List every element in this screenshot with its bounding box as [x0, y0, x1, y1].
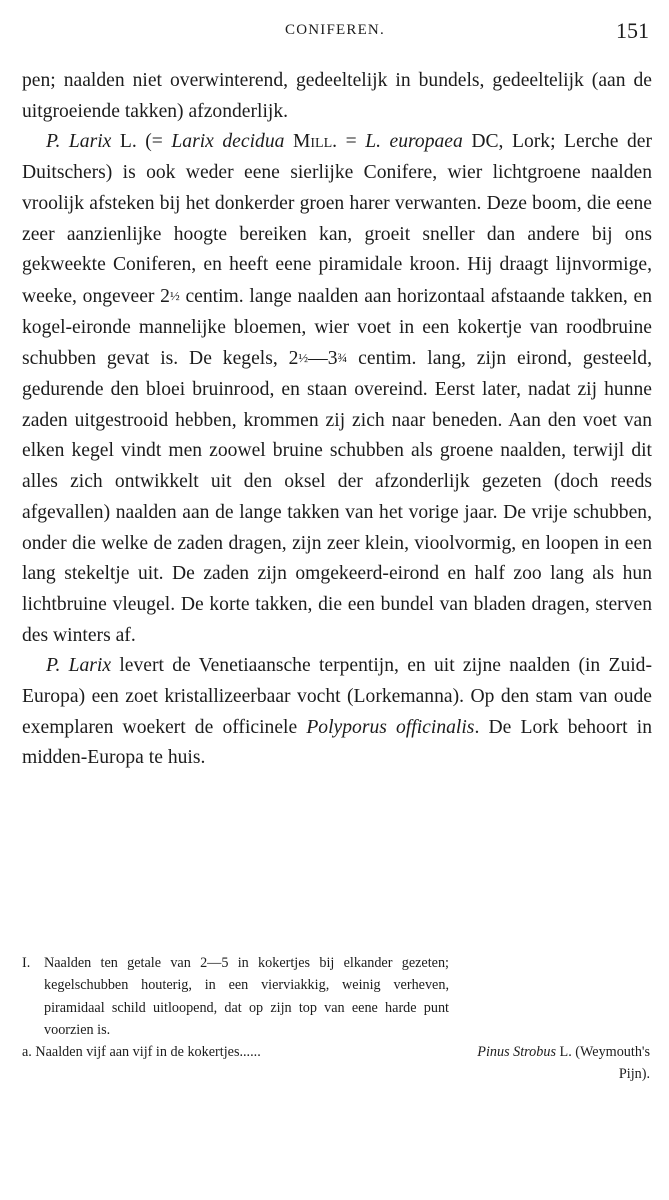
paragraph-text: Lork; Lerche der Duitschers) is ook weder eene sierlijke Conifere, wier lichtgroene naalden vroolijk afsteken bij het donkerder groen harer verwanten. Deze boom, die eene zeer aanzienlijke hoogte bereiken kan, groeit sneller dan andere bij ons gekweekte Coniferen, en heeft eene piramidale kroon. Hij draagt lijnvormige, weeke, ongeveer 2 [22, 131, 652, 307]
paragraph-text: centim. lang, zijn eirond, gesteeld, gedurende den bloei bruinrood, en staan overeind. Eerst later, nadat zij hunne zaden uitgestrooid hebben, krommen zij zich naar beneden. Aan den voet van elken kegel vindt men zoowel bruine schubben als groene naalden, terwijl dit alles zich ontwikkelt uit den oksel der afzonderlijk gezeten (doch reeds afgevallen) naalden aan de lange takken van het vorige jaar. De vrije schubben, onder die welke de zaden dragen, zijn zeer klein, vioolvormig, en loopen in een lang stekeltje uit. De zaden zijn omgekeerd-eirond en half zoo lang als hun lichtbruine vleugel. De korte takken, die een bundel van bladen dragen, sterven des winters af. [22, 348, 652, 646]
key-subentry-species [477, 1041, 650, 1063]
paragraph-text: centim. lange naalden aan horizontaal afstaande takken, en kogel-eironde mannelijke bloemen, wier voet in een kokertje van roodbruine schubben gevat is. De kegels, 2 [22, 285, 652, 370]
key-text: Naalden ten getale van 2—5 in kokertjes bij elkander gezeten; kegelschubben houterig, in een vierviakkig, weinig verheven, piramidaal schild uitloopend, dat op zijn top van eene harde punt voorzien is. [44, 955, 449, 1038]
key-number: I. [22, 955, 31, 971]
paragraph-text: pen; naalden niet overwinterend, gedeeltelijk in bundels, gedeeltelijk (aan de uitgroeiende takken) afzonderlijk. [22, 70, 652, 122]
author-abbrev: DC, [462, 131, 504, 153]
running-title: CONIFEREN. [285, 22, 385, 38]
synonym-name: L. europaea [365, 131, 463, 153]
author-abbrev: L. (= [111, 131, 172, 153]
running-head [0, 18, 669, 48]
key-subentry-line [22, 1041, 650, 1063]
paragraph-larix-uses [22, 651, 652, 774]
species-name: P. Larix [46, 131, 112, 153]
fraction: ½ [298, 350, 309, 366]
paragraph-larix [22, 127, 652, 651]
paragraph-text: . De Lork behoort in midden-Europa te huis. [22, 716, 652, 769]
equals-sign: = [337, 131, 366, 153]
species-name: Pinus Strobus [477, 1044, 556, 1061]
body-text [22, 66, 652, 774]
author-abbrev: L. (Weymouth's [555, 1044, 650, 1061]
page-number: 151 [616, 18, 649, 43]
fraction: ¾ [337, 350, 348, 366]
paragraph-text: levert de Venetiaansche terpentijn, en uit zijne naalden (in Zuid-Europa) een zoet kristallizeerbaar vocht (Lorkemanna). Op den stam van oude exemplaren woekert de officinele [22, 655, 653, 738]
synonym-name: Larix decidua [171, 131, 285, 153]
key-entry [22, 952, 652, 1041]
author-abbrev: Mill. [292, 131, 338, 153]
identification-key [22, 952, 652, 1086]
dash-range: —3 [308, 348, 338, 370]
key-subentry-end: Pijn). [618, 1066, 650, 1083]
fungus-name: Polyporus officinalis [306, 716, 475, 738]
key-subentry [22, 1041, 652, 1086]
key-subentry-label: a. Naalden vijf aan vijf in de kokertjes...... [22, 1044, 261, 1061]
paragraph-continuation [22, 66, 652, 127]
species-name: P. Larix [46, 655, 112, 677]
fraction: ½ [169, 287, 180, 303]
